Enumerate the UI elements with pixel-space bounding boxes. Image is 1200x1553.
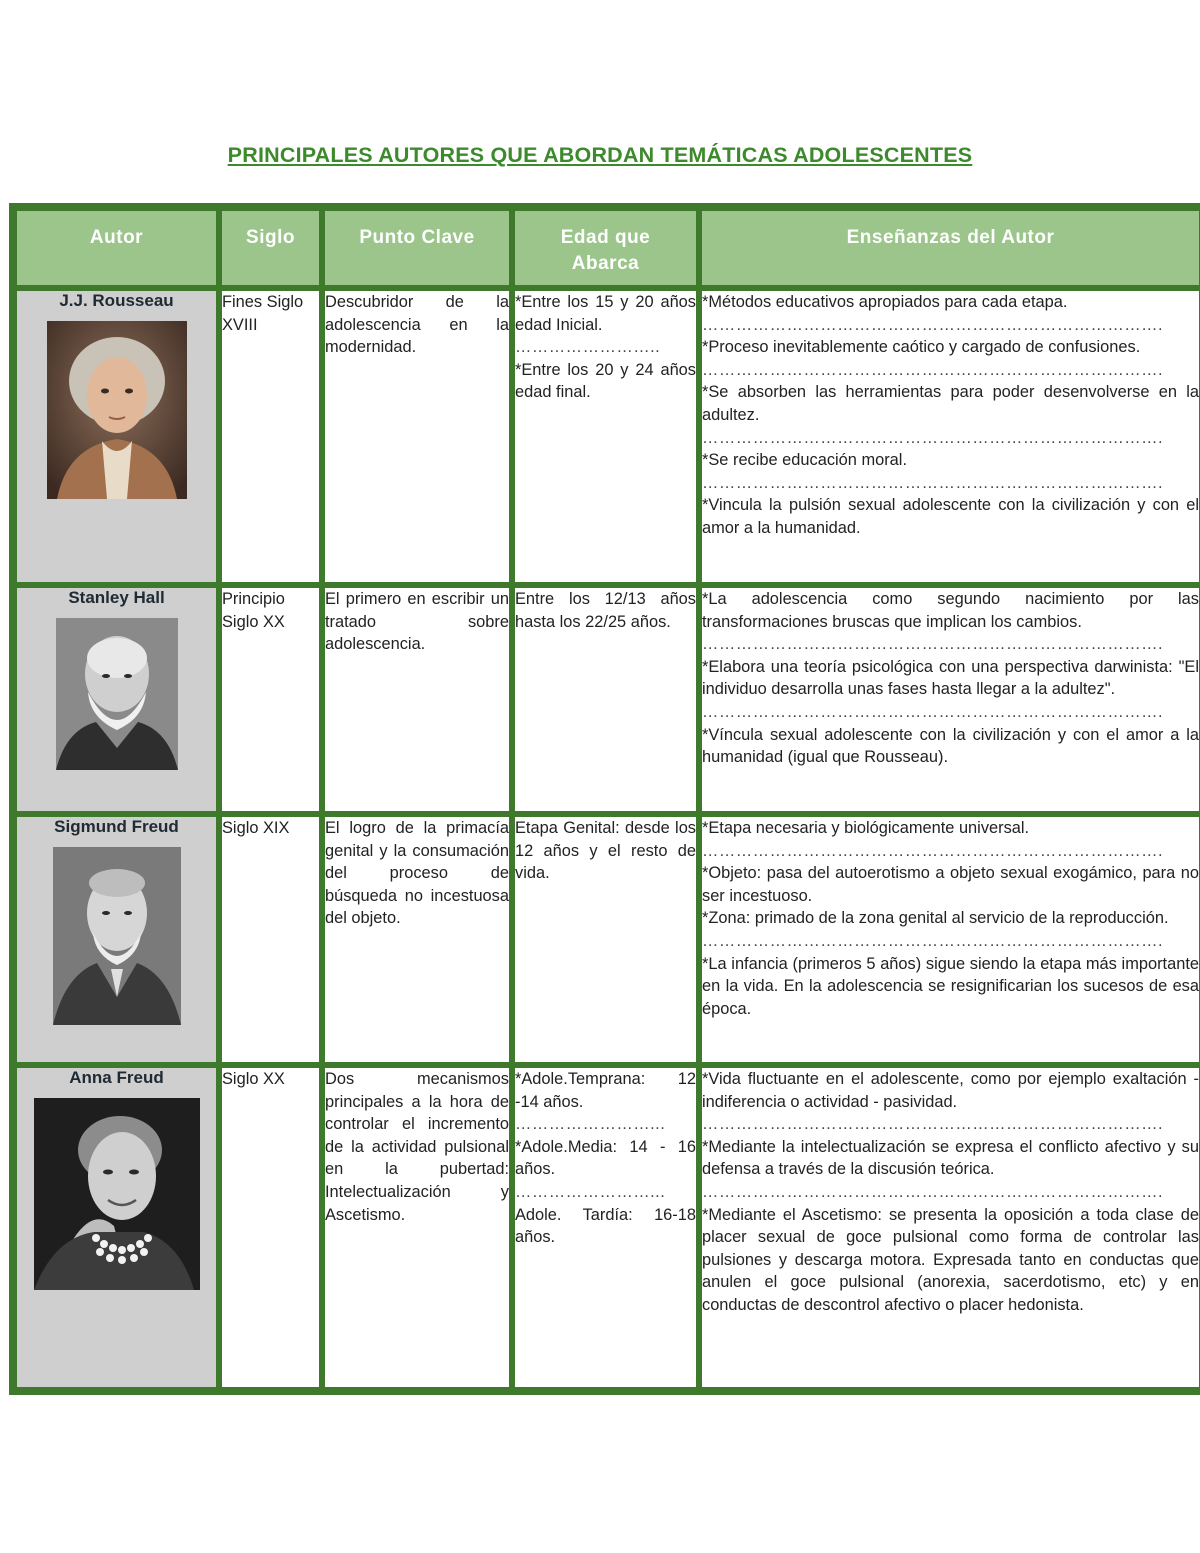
portrait-rousseau-image [47, 321, 187, 499]
ensenanza-item: *Métodos educativos apropiados para cada etapa. [702, 293, 1068, 311]
ensenanza-item: *Vida fluctuante en el adolescente, como por ejemplo exaltación - indiferencia o actividad - pasividad. [702, 1070, 1199, 1111]
ensenanza-item: *La infancia (primeros 5 años) sigue siendo la etapa más importante en la vida. En la adolescencia se resignificarian los sucesos de esa época. [702, 954, 1199, 1018]
siglo-cell: Siglo XIX [219, 814, 322, 1065]
dots-separator: ………………………………………………………………………. [702, 315, 1164, 334]
table-row [14, 814, 1200, 1065]
edad-cell [512, 814, 699, 1065]
author-cell [14, 1065, 219, 1390]
edad-item: Entre los 12/13 años hasta los 22/25 años. [515, 590, 696, 631]
ensenanza-item: *Víncula sexual adolescente con la civilización y con el amor a la humanidad (igual que Rousseau). [702, 725, 1199, 767]
edad-item: Adole. Tardía: 16-18 años. [515, 1205, 696, 1247]
ensenanzas-cell [699, 814, 1200, 1065]
edad-item: *Adole.Media: 14 - 16 años. [515, 1137, 696, 1179]
header-punto-clave: Punto Clave [322, 208, 512, 288]
author-name: Sigmund Freud [54, 817, 179, 836]
dots-separator: ………………………………………………………………………. [702, 635, 1164, 654]
ensenanza-item: *Proceso inevitablemente caótico y cargado de confusiones. [702, 338, 1141, 357]
punto-clave-cell: El primero en escribir un tratado sobre adolescencia. [322, 585, 512, 814]
dots-separator: ………………………………………………………………………. [702, 702, 1164, 721]
table-row [14, 288, 1200, 585]
author-cell [14, 288, 219, 585]
portrait-anna-freud-image [34, 1098, 200, 1290]
ensenanza-item: *Zona: primado de la zona genital al servicio de la reproducción. [702, 909, 1169, 928]
edad-item: Etapa Genital: desde los 12 años y el resto de vida. [515, 819, 696, 883]
header-edad: Edad que Abarca [512, 208, 699, 288]
dots-separator: ………………………………………………………………………. [702, 360, 1164, 379]
siglo-cell: Siglo XX [219, 1065, 322, 1390]
header-ensenanzas: Enseñanzas del Autor [699, 208, 1200, 288]
ensenanza-item: *Elabora una teoría psicológica con una perspectiva darwinista: "El individuo desarrolla unas fases hasta llegar a la adultez". [702, 657, 1199, 699]
portrait-hall-image [56, 618, 178, 770]
ensenanza-item: *Vincula la pulsión sexual adolescente con la civilización y con el amor a la humanidad. [702, 496, 1199, 537]
punto-clave-cell: El logro de la primacía genital y la consumación del proceso de búsqueda no incestuosa del objeto. [322, 814, 512, 1065]
dots-separator: ………………………………………………………………………. [702, 473, 1164, 492]
author-name: J.J. Rousseau [59, 291, 174, 310]
header-siglo: Siglo [219, 208, 322, 288]
siglo-cell: Principio Siglo XX [219, 585, 322, 814]
dots-separator: ………………………………………………………………………. [702, 428, 1164, 447]
dots-separator: …………………….. [515, 338, 661, 357]
edad-item: *Entre los 15 y 20 años edad Inicial. [515, 293, 696, 334]
ensenanza-item: *Objeto: pasa del autoerotismo a objeto sexual exogámico, para no ser incestuoso. [702, 864, 1199, 905]
edad-item: *Entre los 20 y 24 años edad final. [515, 360, 696, 402]
edad-item: *Adole.Temprana: 12 -14 años. [515, 1070, 696, 1111]
header-autor: Autor [14, 208, 219, 288]
ensenanza-item: *Mediante el Ascetismo: se presenta la oposición a toda clase de placer sexual de goce pulsional como forma de controlar las pulsiones y descarga motora. Expresada tanto en conductas que anulen el goce pulsional (anorexia, sacerdotismo, etc) y en conductas de descontrol afectivo o placer hedonista. [702, 1205, 1199, 1314]
dots-separator: ………………………………………………………………………. [702, 1115, 1164, 1134]
siglo-cell: Fines Siglo XVIII [219, 288, 322, 585]
ensenanza-item: *La adolescencia como segundo nacimiento por las transformaciones bruscas que implican los cambios. [702, 590, 1199, 631]
ensenanza-item: *Mediante la intelectualización se expresa el conflicto afectivo y su defensa a través de la discusión teórica. [702, 1137, 1199, 1179]
ensenanza-item: *Etapa necesaria y biológicamente universal. [702, 819, 1030, 837]
header-row [14, 208, 1200, 288]
author-name: Stanley Hall [68, 588, 165, 607]
author-cell [14, 814, 219, 1065]
ensenanza-item: *Se absorben las herramientas para poder desenvolverse en la adultez. [702, 383, 1199, 424]
punto-clave-cell: Dos mecanismos principales a la hora de controlar el incremento de la actividad pulsional en la pubertad: Intelectualización y Ascetismo. [322, 1065, 512, 1390]
dots-separator: ………………………………………………………………………. [702, 931, 1164, 950]
edad-cell [512, 288, 699, 585]
dots-separator: ………………………………………………………………………. [702, 1182, 1164, 1201]
punto-clave-cell: Descubridor de la adolescencia en la modernidad. [322, 288, 512, 585]
ensenanzas-cell [699, 288, 1200, 585]
ensenanzas-cell [699, 585, 1200, 814]
ensenanzas-cell [699, 1065, 1200, 1390]
edad-cell [512, 585, 699, 814]
author-name: Anna Freud [69, 1068, 164, 1087]
table-row [14, 1065, 1200, 1390]
portrait-sigmund-freud-image [53, 847, 181, 1025]
page-title: PRINCIPALES AUTORES QUE ABORDAN TEMÁTICAS ADOLESCENTES [227, 143, 973, 167]
author-cell [14, 585, 219, 814]
ensenanza-item: *Se recibe educación moral. [702, 451, 907, 470]
table-row [14, 585, 1200, 814]
dots-separator: ……………………... [515, 1182, 666, 1201]
edad-cell [512, 1065, 699, 1390]
authors-table [9, 203, 1200, 1395]
dots-separator: ……………………... [515, 1115, 666, 1134]
dots-separator: ………………………………………………………………………. [702, 841, 1164, 860]
